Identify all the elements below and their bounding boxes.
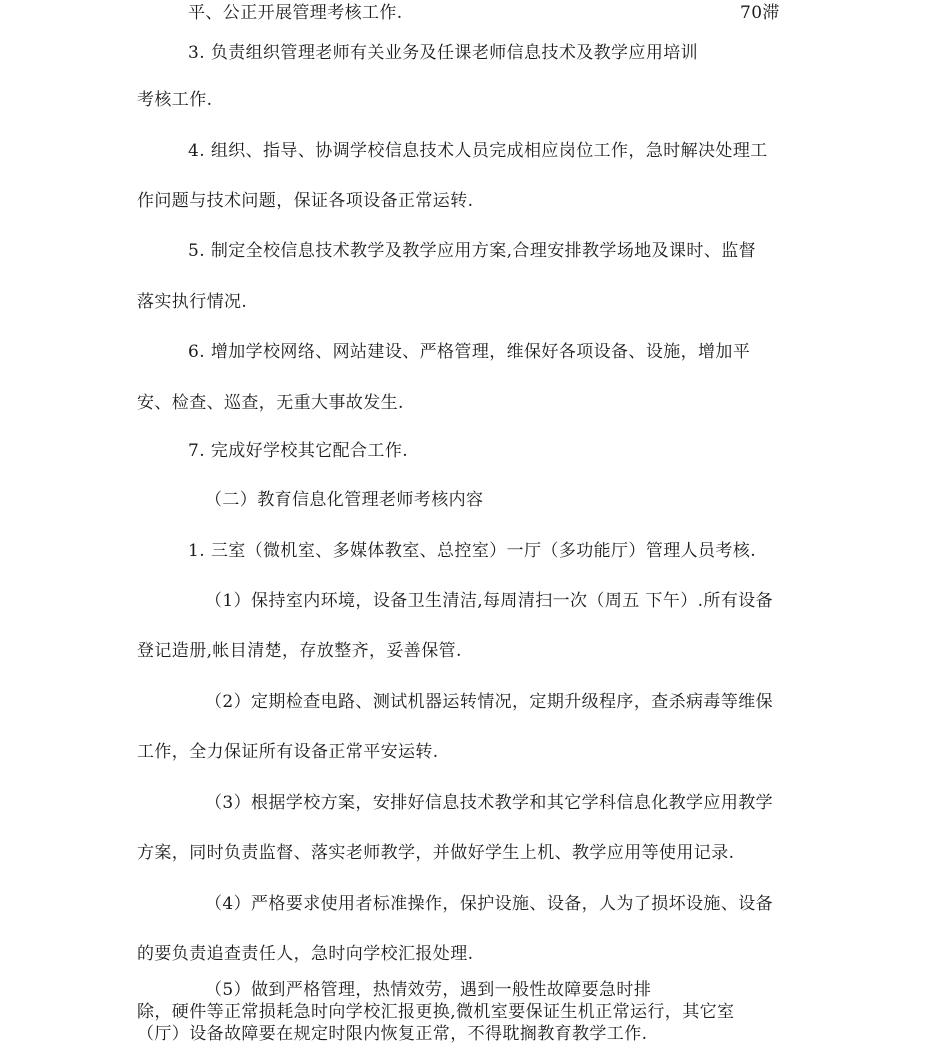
paragraph-line: （4）严格要求使用者标准操作，保护设施、设备，人为了损坏设施、设备 xyxy=(205,894,774,914)
paragraph-line: 方案，同时负责监督、落实老师教学，并做好学生上机、教学应用等使用记录. xyxy=(137,843,735,863)
paragraph-line: 落实执行情况. xyxy=(137,292,248,312)
paragraph-line: 考核工作. xyxy=(137,90,213,110)
paragraph-line: 3. 负责组织管理老师有关业务及任课老师信息技术及教学应用培训 xyxy=(188,43,699,63)
paragraph-line: （厅）设备故障要在规定时限内恢复正常，不得耽搁教育教学工作. xyxy=(137,1024,648,1044)
paragraph-line: 4. 组织、指导、协调学校信息技术人员完成相应岗位工作，急时解决处理工 xyxy=(188,141,768,161)
paragraph-line: 5. 制定全校信息技术教学及教学应用方案,合理安排教学场地及课时、监督 xyxy=(188,241,757,261)
paragraph-line: 6. 增加学校网络、网站建设、严格管理，维保好各项设备、设施，增加平 xyxy=(188,342,751,362)
paragraph-line: 工作，全力保证所有设备正常平安运转. xyxy=(137,742,439,762)
paragraph-line: 平、公正开展管理考核工作. xyxy=(188,3,403,23)
page-number-fragment: 70滞 xyxy=(740,3,780,23)
paragraph-line: 7. 完成好学校其它配合工作. xyxy=(188,441,409,461)
paragraph-line: （3）根据学校方案，安排好信息技术教学和其它学科信息化教学应用教学 xyxy=(205,793,774,813)
section-heading: （二）教育信息化管理老师考核内容 xyxy=(205,490,484,510)
paragraph-line: 的要负责追查责任人，急时向学校汇报处理. xyxy=(137,944,474,964)
paragraph-line: （2）定期检查电路、测试机器运转情况，定期升级程序，查杀病毒等维保 xyxy=(205,692,774,712)
paragraph-line: 登记造册,帐目清楚，存放整齐，妥善保管. xyxy=(137,641,462,661)
paragraph-line: 作问题与技术问题，保证各项设备正常运转. xyxy=(137,191,474,211)
paragraph-line: 除，硬件等正常损耗急时向学校汇报更换,微机室要保证生机正常运行，其它室 xyxy=(137,1002,735,1022)
paragraph-line: （5）做到严格管理，热情效劳，遇到一般性故障要急时排 xyxy=(205,980,652,1000)
paragraph-line: 安、检查、巡查，无重大事故发生. xyxy=(137,393,404,413)
paragraph-line: 1. 三室（微机室、多媒体教室、总控室）一厅（多功能厅）管理人员考核. xyxy=(188,541,757,561)
paragraph-line: （1）保持室内环境，设备卫生清洁,每周清扫一次（周五 下午）.所有设备 xyxy=(205,591,774,611)
